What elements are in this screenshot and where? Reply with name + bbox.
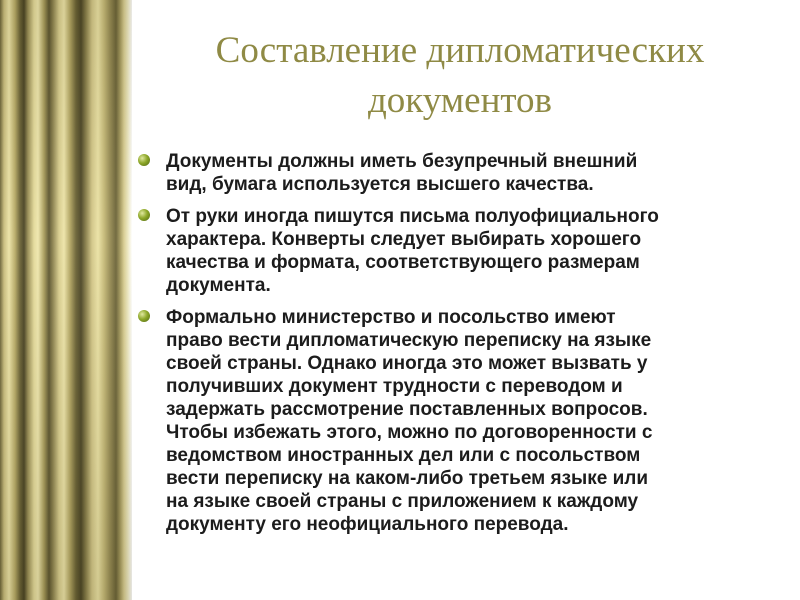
bullet-item [138, 306, 778, 536]
bullet-item [138, 205, 778, 297]
green-sphere-bullet-icon [138, 154, 150, 166]
green-sphere-bullet-icon [138, 310, 150, 322]
slide-title: Составление дипломатических документов [215, 30, 705, 121]
curtain-shading [0, 0, 132, 600]
bullet-list [138, 150, 778, 545]
bullet-text: Документы должны иметь безупречный внешний вид, бумага используется высшего качества. [166, 151, 638, 195]
bullet-text: Формально министерство и посольство имеют право вести дипломатическую переписку на языке своей страны. Однако иногда это может вызвать у получивших документ трудности с переводом и задержать рассмотрение поставленных вопросов. Чтобы избежать этого, можно по договоренности с ведомством иностранных дел или с посольством вести переписку на каком-либо третьем языке или на языке своей страны с приложением к каждому документу его неофициального перевода. [166, 307, 653, 535]
bullet-text: От руки иногда пишутся письма полуофициального характера. Конверты следует выбирать хорошего качества и формата, соответствующего размерам документа. [166, 206, 659, 296]
green-sphere-bullet-icon [138, 209, 150, 221]
bullet-item [138, 150, 778, 196]
